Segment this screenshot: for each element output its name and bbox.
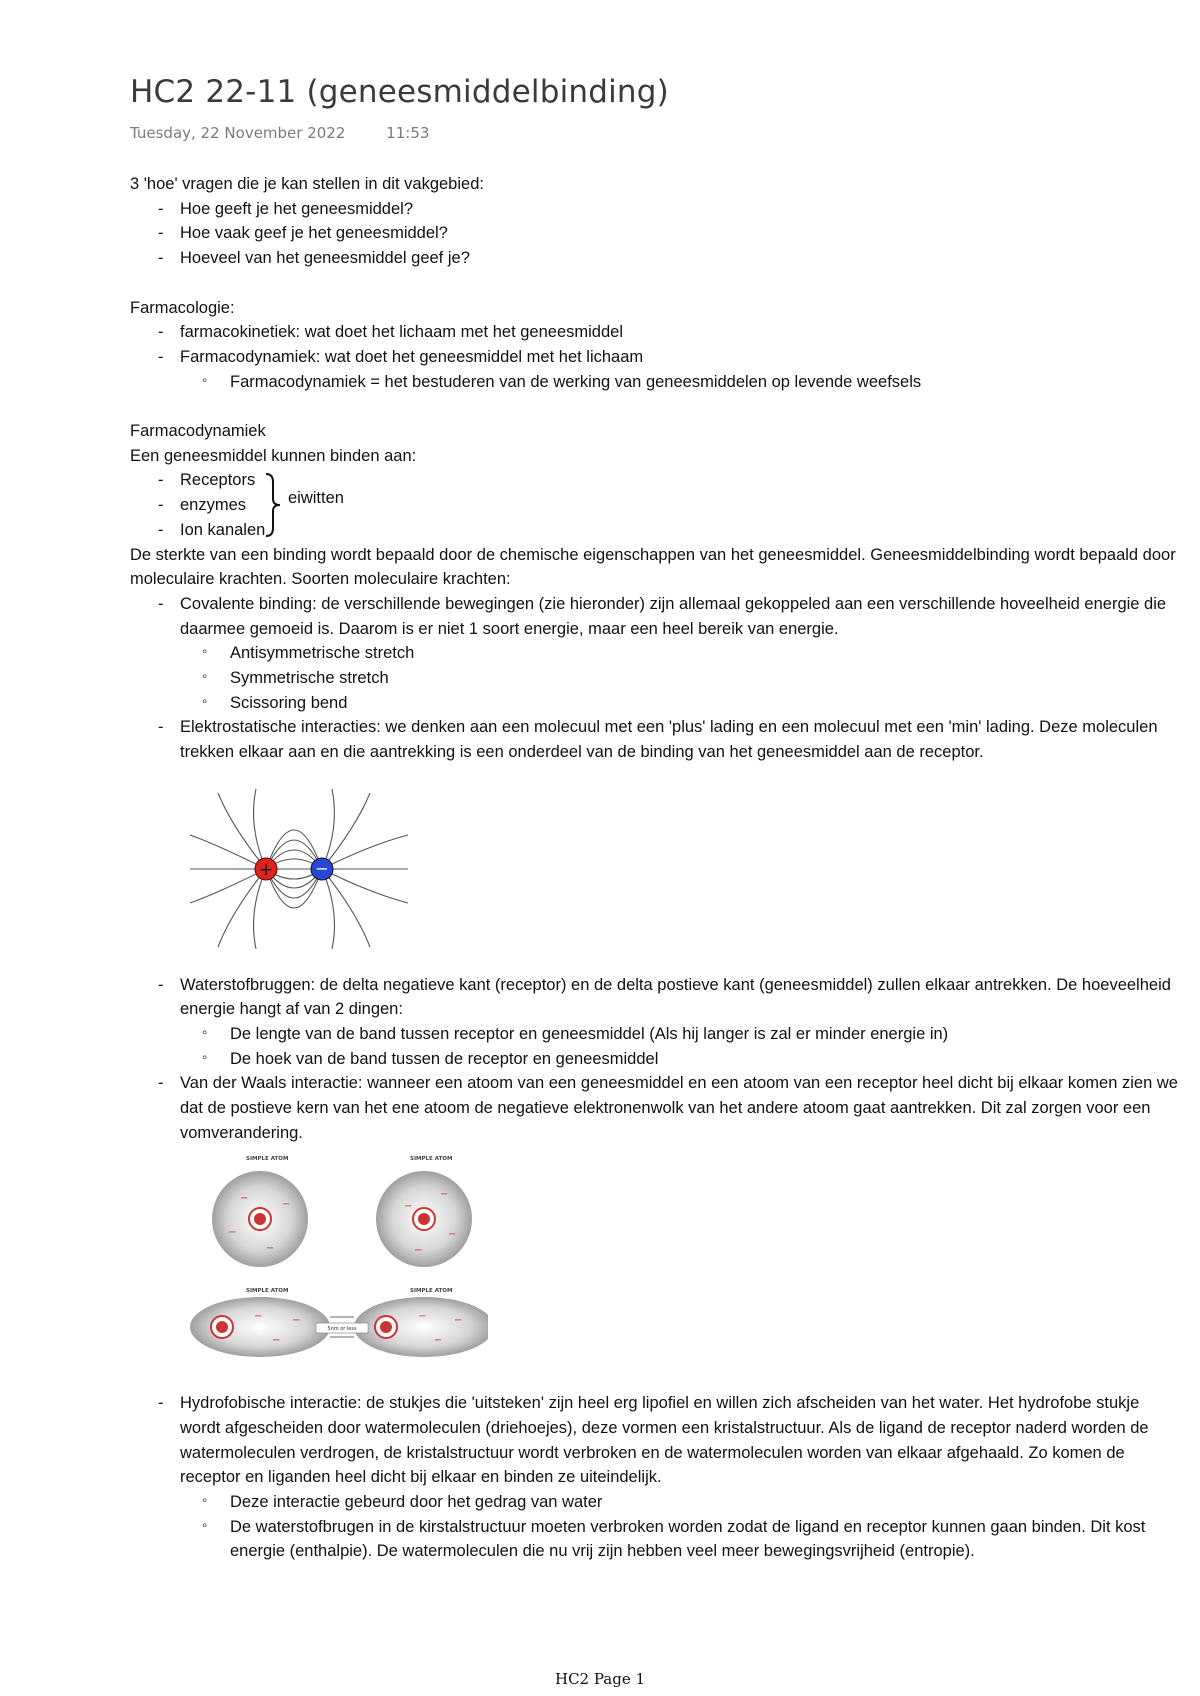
sub-list-item: ◦ Scissoring bend [130,691,1180,716]
page-meta [130,124,429,142]
sub-list-item: ◦ Deze interactie gebeurd door het gedrag van water [130,1490,1180,1515]
section-heading-farmacologie: Farmacologie: [130,298,235,317]
list-item-electrostatic: - Elektrostatische interacties: we denken aan een molecuul met een 'plus' lading en een molecuul met een 'min' lading. Deze moleculen trekken elkaar aan en die aantrekking is een onderdeel van de binding van het geneesmiddel aan de receptor. [130,715,1180,764]
brace-label: eiwitten [288,489,344,508]
list-item: - enzymes [130,493,1180,518]
list-item: - Receptors [130,468,1180,493]
svg-text:5nm or less: 5nm or less [327,1326,357,1333]
binding-intro: Een geneesmiddel kunnen binden aan: [130,446,417,465]
svg-text:SIMPLE ATOM: SIMPLE ATOM [410,1156,453,1163]
list-item: - Hoe geeft je het geneesmiddel? [130,197,1180,222]
list-item-covalent: - Covalente binding: de verschillende bewegingen (zie hieronder) zijn allemaal gekoppeled aan een verschillende hoveelheid energie die daarmee gemoeid is. Daarom is er niet 1 soort energie, maar een heel bereik van energie. [130,592,1180,641]
svg-text:−: − [418,1311,427,1323]
svg-text:+: + [258,859,274,880]
list-item-hydrophobic: - Hydrofobische interactie: de stukjes die 'uitsteken' zijn heel erg lipofiel en willen zich afscheiden van het water. Het hydrofobe stukje wordt afgescheiden door watermoleculen (driehoejes), deze vormen een kristalstructuur. Als de ligand de receptor naderd worden de watermoleculen verdrogen, de kristalstructuur wordt verbroken en de watermoleculen worden van elkaar afgehaald. Zo komen de receptor en liganden heel dicht bij elkaar en binden ze uiteindelijk. [130,1391,1180,1490]
binding-targets [130,468,1180,542]
sub-list-item: ◦ De waterstofbrugen in de kirstalstructuur moeten verbroken worden zodat de ligand en receptor kunnen gaan binden. Dit kost energie (enthalpie). De watermoleculen die nu vrij zijn hebben veel meer bewegingsvrijheid (entropie). [130,1515,1180,1564]
svg-text:SIMPLE ATOM: SIMPLE ATOM [246,1156,289,1163]
list-item: - Hoeveel van het geneesmiddel geef je? [130,246,1180,271]
time-text: 11:53 [386,124,430,142]
page-title: HC2 22-11 (geneesmiddelbinding) [130,74,669,110]
dipole-field-diagram [188,787,410,951]
svg-text:−: − [440,1189,449,1201]
section-heading-farmacodynamiek: Farmacodynamiek [130,422,266,440]
svg-text:−: − [266,1243,275,1255]
note-content [130,172,1180,1564]
svg-text:−: − [272,1335,281,1347]
svg-text:−: − [454,1315,463,1327]
svg-text:SIMPLE ATOM: SIMPLE ATOM [410,1288,453,1295]
list-item: - farmacokinetiek: wat doet het lichaam met het geneesmiddel [130,320,1180,345]
page-footer: HC2 Page 1 [554,1670,646,1688]
svg-text:−: − [448,1229,457,1241]
svg-text:−: − [292,1315,301,1327]
svg-text:−: − [254,1311,263,1323]
date-text: Tuesday, 22 November 2022 [130,124,346,142]
van-der-waals-diagram [188,1151,488,1361]
svg-text:−: − [315,858,329,878]
list-item: - Hoe vaak geef je het geneesmiddel? [130,221,1180,246]
list-item: - Ion kanalen [130,518,1180,543]
svg-text:−: − [434,1335,443,1347]
sub-list-item: ◦ Antisymmetrische stretch [130,641,1180,666]
list-item-hydrogen-bonds: - Waterstofbruggen: de delta negatieve kant (receptor) en de delta postieve kant (geneesmiddel) zullen elkaar antrekken. De hoeveelheid energie hangt af van 2 dingen: [130,973,1180,1022]
curly-brace-icon [264,472,284,538]
svg-text:−: − [282,1199,291,1211]
sub-list-item: ◦ Symmetrische stretch [130,666,1180,691]
list-item-van-der-waals: - Van der Waals interactie: wanneer een atoom van een geneesmiddel en een atoom van een receptor heel dicht bij elkaar komen zien we dat de postieve kern van het ene atoom de negatieve elektronenwolk van het andere atoom gaat aantrekken. Dit zal zorgen voor een vomverandering. [130,1071,1180,1145]
sub-list-item: ◦ De lengte van de band tussen receptor en geneesmiddel (Als hij langer is zal er minder energie in) [130,1022,1180,1047]
list-item: - Farmacodynamiek: wat doet het geneesmiddel met het lichaam [130,345,1180,370]
svg-text:SIMPLE ATOM: SIMPLE ATOM [246,1288,289,1295]
paragraph: De sterkte van een binding wordt bepaald door de chemische eigenschappen van het geneesmiddel. Geneesmiddelbinding wordt bepaald door moleculaire krachten. Soorten moleculaire krachten: [130,545,1176,589]
sub-list-item: ◦ Farmacodynamiek = het bestuderen van de werking van geneesmiddelen op levende weefsels [130,370,1180,395]
atoms-figure [188,1151,1180,1369]
svg-text:−: − [240,1193,249,1205]
svg-text:−: − [404,1201,413,1213]
svg-text:−: − [228,1227,237,1239]
sub-list-item: ◦ De hoek van de band tussen de receptor en geneesmiddel [130,1047,1180,1072]
intro-heading: 3 'hoe' vragen die je kan stellen in dit vakgebied: [130,175,484,193]
svg-text:−: − [414,1245,423,1257]
dipole-field-figure [188,787,1180,959]
